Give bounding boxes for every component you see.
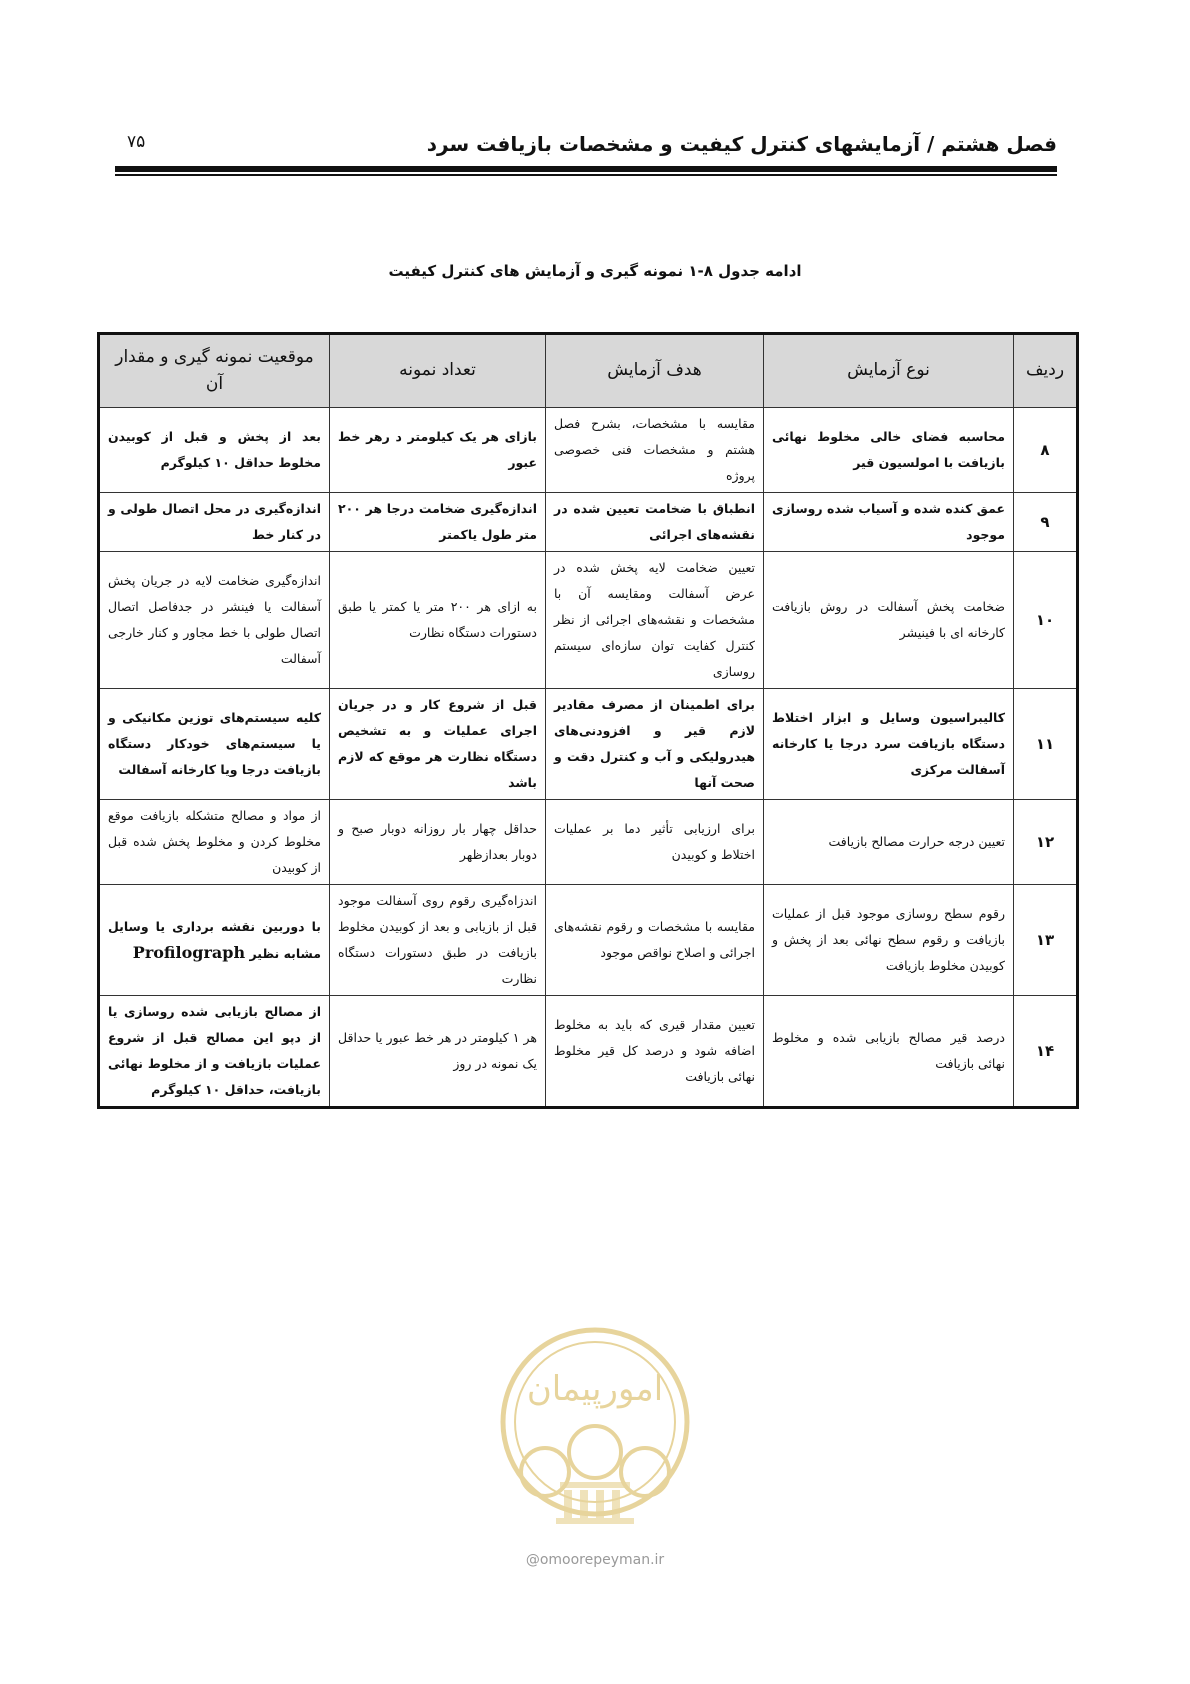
sample-count-cell: اندزاه‌گیری رقوم روی آسفالت موجود قبل از بازیابی و بعد از کوبیدن مخلوط بازیافت در طبق دستورات دستگاه نظارت	[330, 885, 546, 996]
table-header-row	[99, 334, 1078, 408]
sample-count-cell: هر ۱ کیلومتر در هر خط عبور یا حداقل یک نمونه در روز	[330, 996, 546, 1108]
row-number: ۸	[1014, 408, 1078, 493]
sampling-location-cell: از مواد و مصالح متشکله بازیافت موقع مخلوط کردن و مخلوط پخش شده قبل از کوبیدن	[99, 800, 330, 885]
row-number: ۱۳	[1014, 885, 1078, 996]
header-divider	[115, 166, 1057, 172]
test-type-cell: درصد قیر مصالح بازیابی شده و مخلوط نهائی بازیافت	[764, 996, 1014, 1108]
row-number: ۹	[1014, 493, 1078, 552]
logo-text: امورپیمان	[526, 1369, 664, 1409]
test-goal-cell: انطباق با ضخامت تعیین شده در نقشه‌های اجرائی	[546, 493, 764, 552]
sampling-location-cell: از مصالح بازیابی شده روسازی یا از دپو این مصالح قبل از شروع عملیات بازیافت و از مخلوط نهائی بازیافت، حداقل ۱۰ کیلوگرم	[99, 996, 330, 1108]
test-goal-cell: تعیین ضخامت لایه پخش شده در عرض آسفالت ومقایسه آن با مشخصات و نقشه‌های اجرائی از نظر کنترل کفایت توان سازه‌ای سیستم روسازی	[546, 552, 764, 689]
sampling-location-cell: اندازه‌گیری ضخامت لایه در جریان پخش آسفالت یا فینشر در جدفاصل اتصال اتصال طولی با خط مجاور و کنار خارجی آسفالت	[99, 552, 330, 689]
table-row	[99, 408, 1078, 493]
quality-control-table	[97, 332, 1079, 1109]
table-caption: ادامه جدول ۸-۱ نمونه گیری و آزمایش های کنترل کیفیت	[388, 262, 802, 280]
test-type-cell: تعیین درجه حرارت مصالح بازیافت	[764, 800, 1014, 885]
column-header-test-type: نوع آزمایش	[764, 334, 1014, 408]
gear-icon	[521, 1448, 569, 1496]
sample-count-cell: اندازه‌گیری ضخامت درجا هر ۲۰۰ متر طول یاکمتر	[330, 493, 546, 552]
table-row	[99, 552, 1078, 689]
test-goal-cell: مقایسه با مشخصات، بشرح فصل هشتم و مشخصات فنی خصوصی پروژه	[546, 408, 764, 493]
table-row	[99, 689, 1078, 800]
sampling-location-cell: اندازه‌گیری در محل اتصال طولی و در کنار خط	[99, 493, 330, 552]
table-row	[99, 996, 1078, 1108]
sampling-location-cell: بعد از پخش و قبل از کوبیدن مخلوط حداقل ۱۰ کیلوگرم	[99, 408, 330, 493]
test-goal-cell: تعیین مقدار قیری که باید به مخلوط اضافه شود و درصد کل قیر مخلوط نهائی بازیافت	[546, 996, 764, 1108]
row-number: ۱۴	[1014, 996, 1078, 1108]
column-header-row-number: ردیف	[1014, 334, 1078, 408]
table-row	[99, 800, 1078, 885]
test-goal-cell: برای ارزیابی تأثیر دما بر عملیات اختلاط و کوبیدن	[546, 800, 764, 885]
row-number: ۱۱	[1014, 689, 1078, 800]
sample-count-cell: بازای هر یک کیلومتر د رهر خط عبور	[330, 408, 546, 493]
row-number: ۱۰	[1014, 552, 1078, 689]
watermark-logo	[490, 1322, 700, 1552]
gear-icon	[569, 1426, 621, 1478]
profilograph-label: Profilograph	[132, 942, 246, 962]
test-type-cell: رقوم سطح روسازی موجود قبل از عملیات بازیافت و رقوم سطح نهائی بعد از پخش و کوبیدن مخلوط بازیافت	[764, 885, 1014, 996]
test-goal-cell: برای اطمینان از مصرف مقادیر لازم قیر و افزودنی‌های هیدرولیکی و آب و کنترل دقت و صحت آنها	[546, 689, 764, 800]
header-divider-thin	[115, 174, 1057, 176]
chapter-title: فصل هشتم / آزمایشهای کنترل کیفیت و مشخصات بازیافت سرد	[426, 132, 1057, 156]
test-type-cell: محاسبه فضای خالی مخلوط نهائی بازیافت با امولسیون قیر	[764, 408, 1014, 493]
column-header-sample-count: تعداد نمونه	[330, 334, 546, 408]
test-type-cell: کالیبراسیون وسایل و ابزار اختلاط دستگاه بازیافت سرد درجا یا کارخانه آسفالت مرکزی	[764, 689, 1014, 800]
sampling-location-cell: کلیه سیستم‌های توزین مکانیکی و یا سیستم‌های خودکار دستگاه بازیافت درجا ویا کارخانه آسفالت	[99, 689, 330, 800]
table-row	[99, 885, 1078, 996]
sampling-location-text: با دوربین نقشه برداری یا وسایل مشابه نظیر	[108, 918, 321, 961]
gear-icon	[621, 1448, 669, 1496]
test-type-cell: ضخامت پخش آسفالت در روش بازیافت کارخانه ای با فینیشر	[764, 552, 1014, 689]
page-number: ۷۵	[127, 132, 146, 152]
table-row	[99, 493, 1078, 552]
page-header	[115, 128, 1057, 162]
test-type-cell: عمق کنده شده و آسیاب شده روسازی موجود	[764, 493, 1014, 552]
column-header-test-goal: هدف آزمایش	[546, 334, 764, 408]
watermark-url: @omoorepeyman.ir	[525, 1552, 665, 1568]
sample-count-cell: به ازای هر ۲۰۰ متر یا کمتر یا طبق دستورات دستگاه نظارت	[330, 552, 546, 689]
sampling-location-cell	[99, 885, 330, 996]
sample-count-cell: حداقل چهار بار روزانه دوبار صبح و دوبار بعدازظهر	[330, 800, 546, 885]
sample-count-cell: قبل از شروع کار و در جریان اجرای عملیات و به تشخیص دستگاه نظارت هر موقع که لازم باشد	[330, 689, 546, 800]
row-number: ۱۲	[1014, 800, 1078, 885]
test-goal-cell: مقایسه با مشخصات و رقوم نقشه‌های اجرائی و اصلاح نواقص موجود	[546, 885, 764, 996]
column-header-sampling-location: موقعیت نمونه گیری و مقدار آن	[99, 334, 330, 408]
